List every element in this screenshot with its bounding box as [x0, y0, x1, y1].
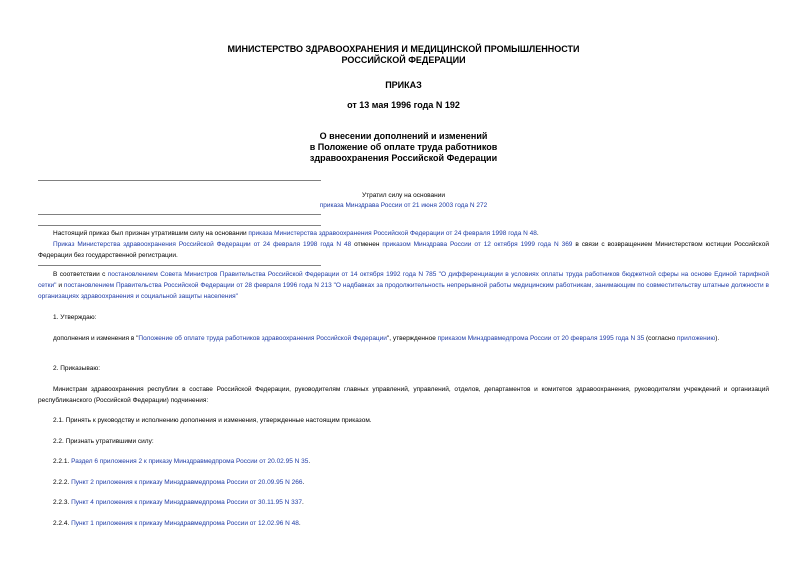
document-date: от 13 мая 1996 года N 192 — [347, 100, 460, 110]
list-item-end: . — [298, 520, 301, 527]
item-2-heading: 2. Приказываю: — [53, 365, 101, 372]
item-1-link-2[interactable]: приказом Минздравмедпрома России от 20 февраля 1995 года N 35 — [437, 335, 645, 342]
item-2-1: 2.1. Принять к руководству и исполнению дополнения и изменения, утвержденные настоящим приказом. — [53, 417, 372, 424]
item-1-heading: 1. Утверждаю: — [53, 314, 97, 321]
list-item-link[interactable]: Пункт 4 приложения к приказу Минздравмедпрома России от 30.11.95 N 337 — [71, 499, 303, 506]
title-line-2: в Положение об оплате труда работников — [309, 142, 498, 152]
preamble-start: В соответствии с — [53, 271, 108, 278]
note-2-link-2[interactable]: приказом Минздрава России от 12 октября 1999 года N 369 — [382, 241, 573, 248]
item-1-link-1[interactable]: Положение об оплате труда работников здравоохранения Российской Федерации — [138, 335, 387, 342]
list-item-link[interactable]: Раздел 6 приложения 2 к приказу Минздравмедпрома России от 20.02.95 N 35 — [71, 458, 309, 465]
title-line-3: здравоохранения Российской Федерации — [309, 153, 498, 163]
list-item — [38, 518, 769, 529]
list-item-number: 2.2.3. — [53, 499, 72, 506]
preamble — [38, 269, 769, 302]
list-item-end: . — [308, 458, 311, 465]
divider-rule — [38, 265, 321, 266]
note-1-text: Настоящий приказ был признан утратившим силу на основании — [53, 230, 249, 237]
list-item — [38, 497, 769, 508]
note-1-link[interactable]: приказа Министерства здравоохранения Российской Федерации от 24 февраля 1998 года N 48 — [248, 230, 537, 237]
document-type: ПРИКАЗ — [385, 80, 422, 90]
status-line: Утратил силу на основании — [361, 192, 446, 199]
note-1 — [38, 228, 769, 239]
list-item-link[interactable]: Пункт 1 приложения к приказу Минздравмедпрома России от 12.02.96 N 48 — [71, 520, 299, 527]
list-item-number: 2.2.2. — [53, 479, 72, 486]
note-2 — [38, 239, 769, 261]
list-item-number: 2.2.1. — [53, 458, 72, 465]
status-link-wrap — [0, 200, 807, 211]
item-1-paren: (согласно — [644, 335, 678, 342]
list-item-number: 2.2.4. — [53, 520, 72, 527]
item-1-text — [38, 333, 769, 344]
item-1-end: ). — [715, 335, 720, 342]
ministry-line-2: РОССИЙСКОЙ ФЕДЕРАЦИИ — [341, 55, 466, 65]
note-1-end: . — [536, 230, 539, 237]
list-item — [38, 477, 769, 488]
item-1-link-3[interactable]: приложению — [677, 335, 716, 342]
list-item-end: . — [302, 479, 305, 486]
list-item-link[interactable]: Пункт 2 приложения к приказу Минздравмедпрома России от 20.09.95 N 266 — [71, 479, 303, 486]
list-item-end: . — [302, 499, 304, 506]
note-2-end: в связи с возвращением Министерством юстиции Российской Федерации без государственной регистрации. — [38, 241, 769, 259]
preamble-mid: и — [56, 282, 64, 289]
title-line-1: О внесении дополнений и изменений — [319, 131, 488, 141]
item-1-mid: ", утвержденное — [386, 335, 438, 342]
status-link[interactable]: приказа Минздрава России от 21 июня 2003 года N 272 — [319, 202, 488, 209]
preamble-link-2[interactable]: постановлением Правительства Российской Федерации от 28 февраля 1996 года N 213 "О надбавках за продолжительность непрерывной работы медицинским работникам, занимающим по совместительству штатные должности в организациях здравоохранения и социальной защиты населения" — [38, 282, 769, 300]
item-2-2: 2.2. Признать утратившими силу: — [53, 438, 154, 445]
item-1-start: дополнения и изменения в " — [53, 335, 139, 342]
note-2-mid: отменен — [351, 241, 383, 248]
item-2-text: Министрам здравоохранения республик в составе Российской Федерации, руководителям главных управлений, управлений, отделов, департаментов и комитетов здравоохранения, руководителям учреждений и организаций республиканского (Российской Федерации) подчинения: — [38, 386, 769, 404]
preamble-link-1[interactable]: постановлением Совета Министров Правительства Российской Федерации от 14 октября 1992 года N 785 "О дифференциации в условиях оплаты труда работников бюджетной сферы на основе Единой тарифной сетки" — [38, 271, 770, 289]
divider-rule — [38, 214, 321, 215]
ministry-line-1: МИНИСТЕРСТВО ЗДРАВООХРАНЕНИЯ И МЕДИЦИНСКОЙ ПРОМЫШЛЕННОСТИ — [227, 44, 580, 54]
list-item — [38, 456, 769, 467]
divider-rule — [38, 225, 321, 226]
divider-rule — [38, 180, 321, 181]
note-2-link-1[interactable]: Приказ Министерства здравоохранения Российской Федерации от 24 февраля 1998 года N 48 — [53, 241, 352, 248]
